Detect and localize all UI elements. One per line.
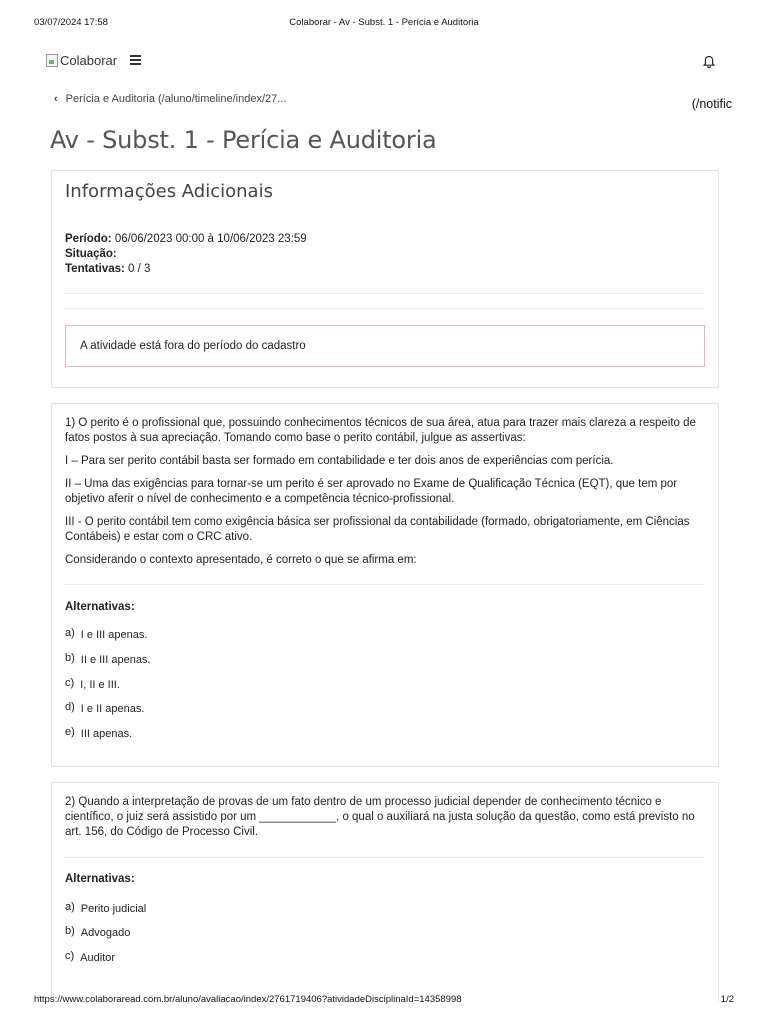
alternative-letter: a) — [65, 901, 75, 913]
alternative-text: Auditor — [80, 952, 116, 964]
broken-image-icon — [46, 54, 58, 67]
print-url: https://www.colaboraread.com.br/aluno/avaliacao/index/2761719406?atividadeDisciplinaId=14358998 — [34, 994, 462, 1005]
periodo-label: Período: — [65, 233, 112, 245]
divider — [65, 584, 705, 585]
alternative-b[interactable] — [65, 927, 130, 939]
print-header — [34, 17, 734, 31]
logo-alt-text: Colaborar — [60, 53, 118, 68]
alternative-d[interactable] — [65, 703, 144, 715]
bell-icon[interactable] — [702, 55, 716, 69]
info-card-title: Informações Adicionais — [65, 181, 273, 202]
periodo-row — [65, 232, 307, 247]
info-details — [65, 232, 307, 277]
alternative-letter: a) — [65, 627, 75, 639]
situacao-label: Situação: — [65, 248, 117, 260]
info-card — [51, 170, 719, 388]
alternative-c[interactable] — [65, 952, 115, 964]
question-intro: 1) O perito é o profissional que, possuindo conhecimentos técnicos de sua área, atua para trazer mais clareza a respeito de fatos postos à sua apreciação. Tomando como base o perito contábil, julgue as assertivas: — [65, 417, 696, 444]
divider — [65, 308, 705, 309]
question-statement: I – Para ser perito contábil basta ser formado em contabilidade e ter dois anos de experiências com perícia. — [65, 455, 614, 467]
alternative-letter: b) — [65, 652, 75, 664]
alternative-text: Advogado — [80, 927, 131, 939]
alternative-letter: c) — [65, 950, 75, 962]
question-prompt: Considerando o contexto apresentado, é correto o que se afirma em: — [65, 554, 417, 566]
alternative-letter: e) — [65, 726, 75, 738]
tentativas-row — [65, 262, 307, 277]
alternative-b[interactable] — [65, 654, 151, 666]
alternative-letter: d) — [65, 701, 75, 713]
alternative-text: I e II apenas. — [80, 703, 145, 715]
alternatives-label: Alternativas: — [65, 601, 135, 613]
status-alert: A atividade está fora do período do cadastro — [65, 325, 705, 367]
chevron-left-icon: ‹ — [54, 93, 58, 105]
print-datetime: 03/07/2024 17:58 — [34, 17, 108, 28]
alternative-e[interactable] — [65, 728, 132, 740]
question-card-2 — [51, 782, 719, 1002]
divider — [65, 857, 705, 858]
alternative-text: Perito judicial — [80, 903, 147, 915]
alternative-text: III apenas. — [80, 728, 133, 740]
page-title: Av - Subst. 1 - Perícia e Auditoria — [50, 126, 437, 154]
alternatives-label: Alternativas: — [65, 873, 135, 885]
question-card-1 — [51, 403, 719, 767]
alternative-text: II e III apenas. — [80, 654, 151, 666]
periodo-value: 06/06/2023 00:00 à 10/06/2023 23:59 — [111, 233, 307, 245]
alternative-c[interactable] — [65, 679, 120, 691]
notifications-link[interactable]: (/notific — [691, 97, 732, 111]
question-statement: III - O perito contábil tem como exigência básica ser profissional da contabilidade (formado, obrigatoriamente, em Ciências Contábeis) e estar com o CRC ativo. — [65, 516, 690, 543]
breadcrumb[interactable] — [54, 93, 286, 105]
tentativas-label: Tentativas: — [65, 263, 125, 275]
hamburger-icon[interactable] — [130, 55, 141, 64]
alternative-text: I, II e III. — [80, 679, 120, 691]
print-doc-title: Colaborar - Av - Subst. 1 - Perícia e Auditoria — [289, 17, 479, 28]
alternative-letter: c) — [65, 677, 75, 689]
alternative-a[interactable] — [65, 903, 146, 915]
question-intro: 2) Quando a interpretação de provas de um fato dentro de um processo judicial depender de conhecimento técnico e científico, o juiz será assistido por um ____________, o qual o auxiliará na justa solução da questão, como está previsto no art. 156, do Código de Processo Civil. — [65, 796, 695, 838]
page-number: 1/2 — [720, 994, 734, 1005]
question-text — [65, 416, 705, 576]
colaborar-logo[interactable] — [46, 53, 117, 68]
breadcrumb-link[interactable]: Perícia e Auditoria (/aluno/timeline/index/27... — [65, 93, 287, 105]
alternative-text: I e III apenas. — [80, 629, 148, 641]
situacao-row — [65, 247, 307, 262]
alternative-letter: b) — [65, 925, 75, 937]
alternative-a[interactable] — [65, 629, 147, 641]
question-text — [65, 795, 705, 848]
top-navbar — [46, 52, 732, 74]
divider — [65, 293, 705, 294]
tentativas-value: 0 / 3 — [124, 263, 151, 275]
print-footer — [34, 994, 734, 1008]
question-statement: II – Uma das exigências para tornar-se um perito é ser aprovado no Exame de Qualificação Técnica (EQT), que tem por objetivo aferir o nível de conhecimento e a competência técnico-profissional. — [65, 478, 678, 505]
